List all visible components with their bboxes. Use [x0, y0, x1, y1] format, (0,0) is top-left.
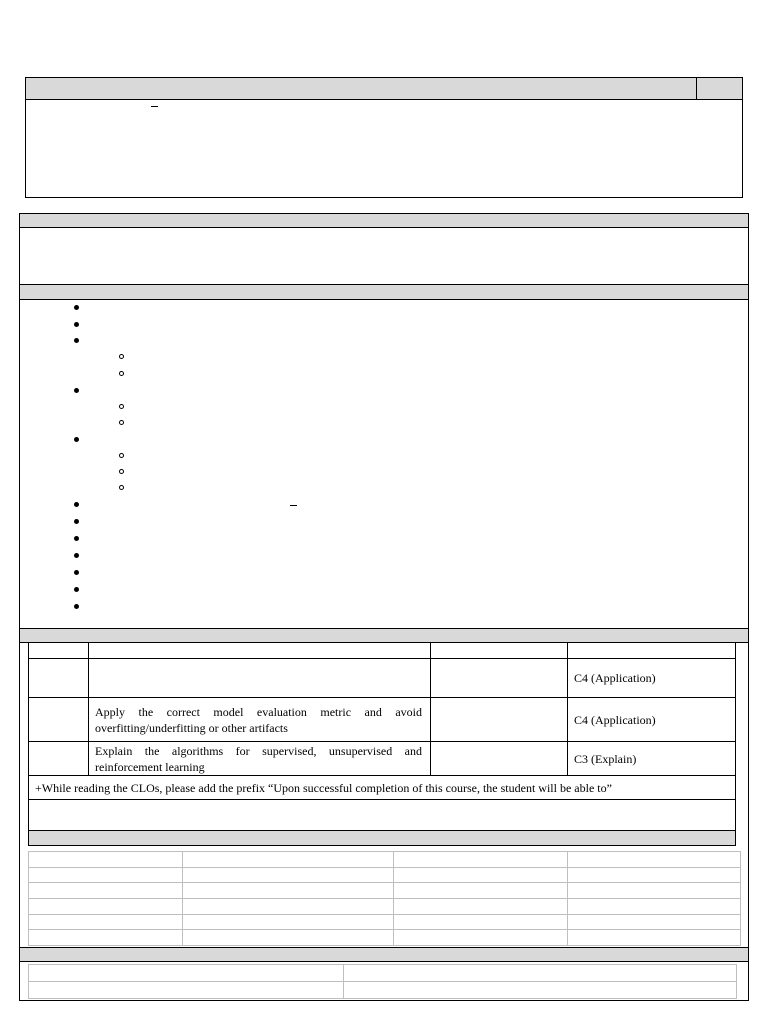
grid-row-divider [28, 867, 741, 868]
bullet-item [74, 388, 79, 393]
table-row [28, 741, 89, 776]
bullet-item [74, 437, 79, 442]
bullet-item [74, 587, 79, 592]
section-5-header [19, 947, 749, 962]
clo-subheader-bar [28, 830, 736, 846]
section-1-body [25, 99, 743, 198]
clo-header-col-2 [88, 642, 431, 659]
bullet-item [74, 502, 79, 507]
clo-header-col-4 [567, 642, 736, 659]
bullet-item [74, 338, 79, 343]
bullet-item [74, 322, 79, 327]
sub-bullet-item [119, 404, 124, 409]
section-3-body [19, 299, 749, 629]
grid-row-divider [28, 929, 741, 930]
clo-header-col-3 [430, 642, 568, 659]
clo-level-cell [567, 697, 736, 742]
clo-empty-row [28, 799, 736, 831]
clo-description-line: reinforcement learning [95, 760, 205, 774]
section-1-header-divider [696, 77, 697, 100]
sub-bullet-item [119, 485, 124, 490]
grid-row-divider [28, 898, 741, 899]
dash-mark [151, 106, 158, 107]
section-4-header [19, 628, 749, 643]
grid-row-divider [28, 981, 737, 982]
clo-description-line: Explain the algorithms for supervised, unsupervised and [95, 744, 422, 758]
clo-footnote [28, 775, 736, 800]
sub-bullet-item [119, 354, 124, 359]
bullet-item [74, 553, 79, 558]
bullet-item [74, 604, 79, 609]
clo-level-cell [567, 658, 736, 698]
bullet-item [74, 305, 79, 310]
table-row [28, 697, 89, 742]
table-row [28, 658, 89, 698]
bullet-item [74, 570, 79, 575]
clo-description-line: Apply the correct model evaluation metric and avoid [95, 705, 422, 719]
grid-row-divider [28, 914, 741, 915]
section-1-header [25, 77, 743, 100]
clo-description-cell [88, 658, 431, 698]
bullet-item [74, 536, 79, 541]
sub-bullet-item [119, 469, 124, 474]
clo-description-line: overfitting/underfitting or other artifacts [95, 721, 288, 735]
section-2-body [19, 227, 749, 285]
clo-level-cell [567, 741, 736, 776]
bullet-item [74, 519, 79, 524]
clo-plo-cell [430, 697, 568, 742]
section-3-header [19, 284, 749, 300]
dash-mark [290, 505, 297, 506]
sub-bullet-item [119, 453, 124, 458]
clo-plo-cell [430, 741, 568, 776]
clo-level-text: C3 (Explain) [574, 751, 637, 766]
clo-header-col-1 [28, 642, 89, 659]
grid-row-divider [28, 882, 741, 883]
section-2-header [19, 213, 749, 228]
clo-level-text: C4 (Application) [574, 712, 656, 727]
clo-level-text: C4 (Application) [574, 671, 656, 685]
sub-bullet-item [119, 420, 124, 425]
clo-description-cell [88, 741, 431, 776]
clo-description-cell [88, 697, 431, 742]
clo-plo-cell [430, 658, 568, 698]
sub-bullet-item [119, 371, 124, 376]
clo-footnote-text: +While reading the CLOs, please add the prefix “Upon successful completion of this course, the student will be able to” [35, 780, 612, 795]
